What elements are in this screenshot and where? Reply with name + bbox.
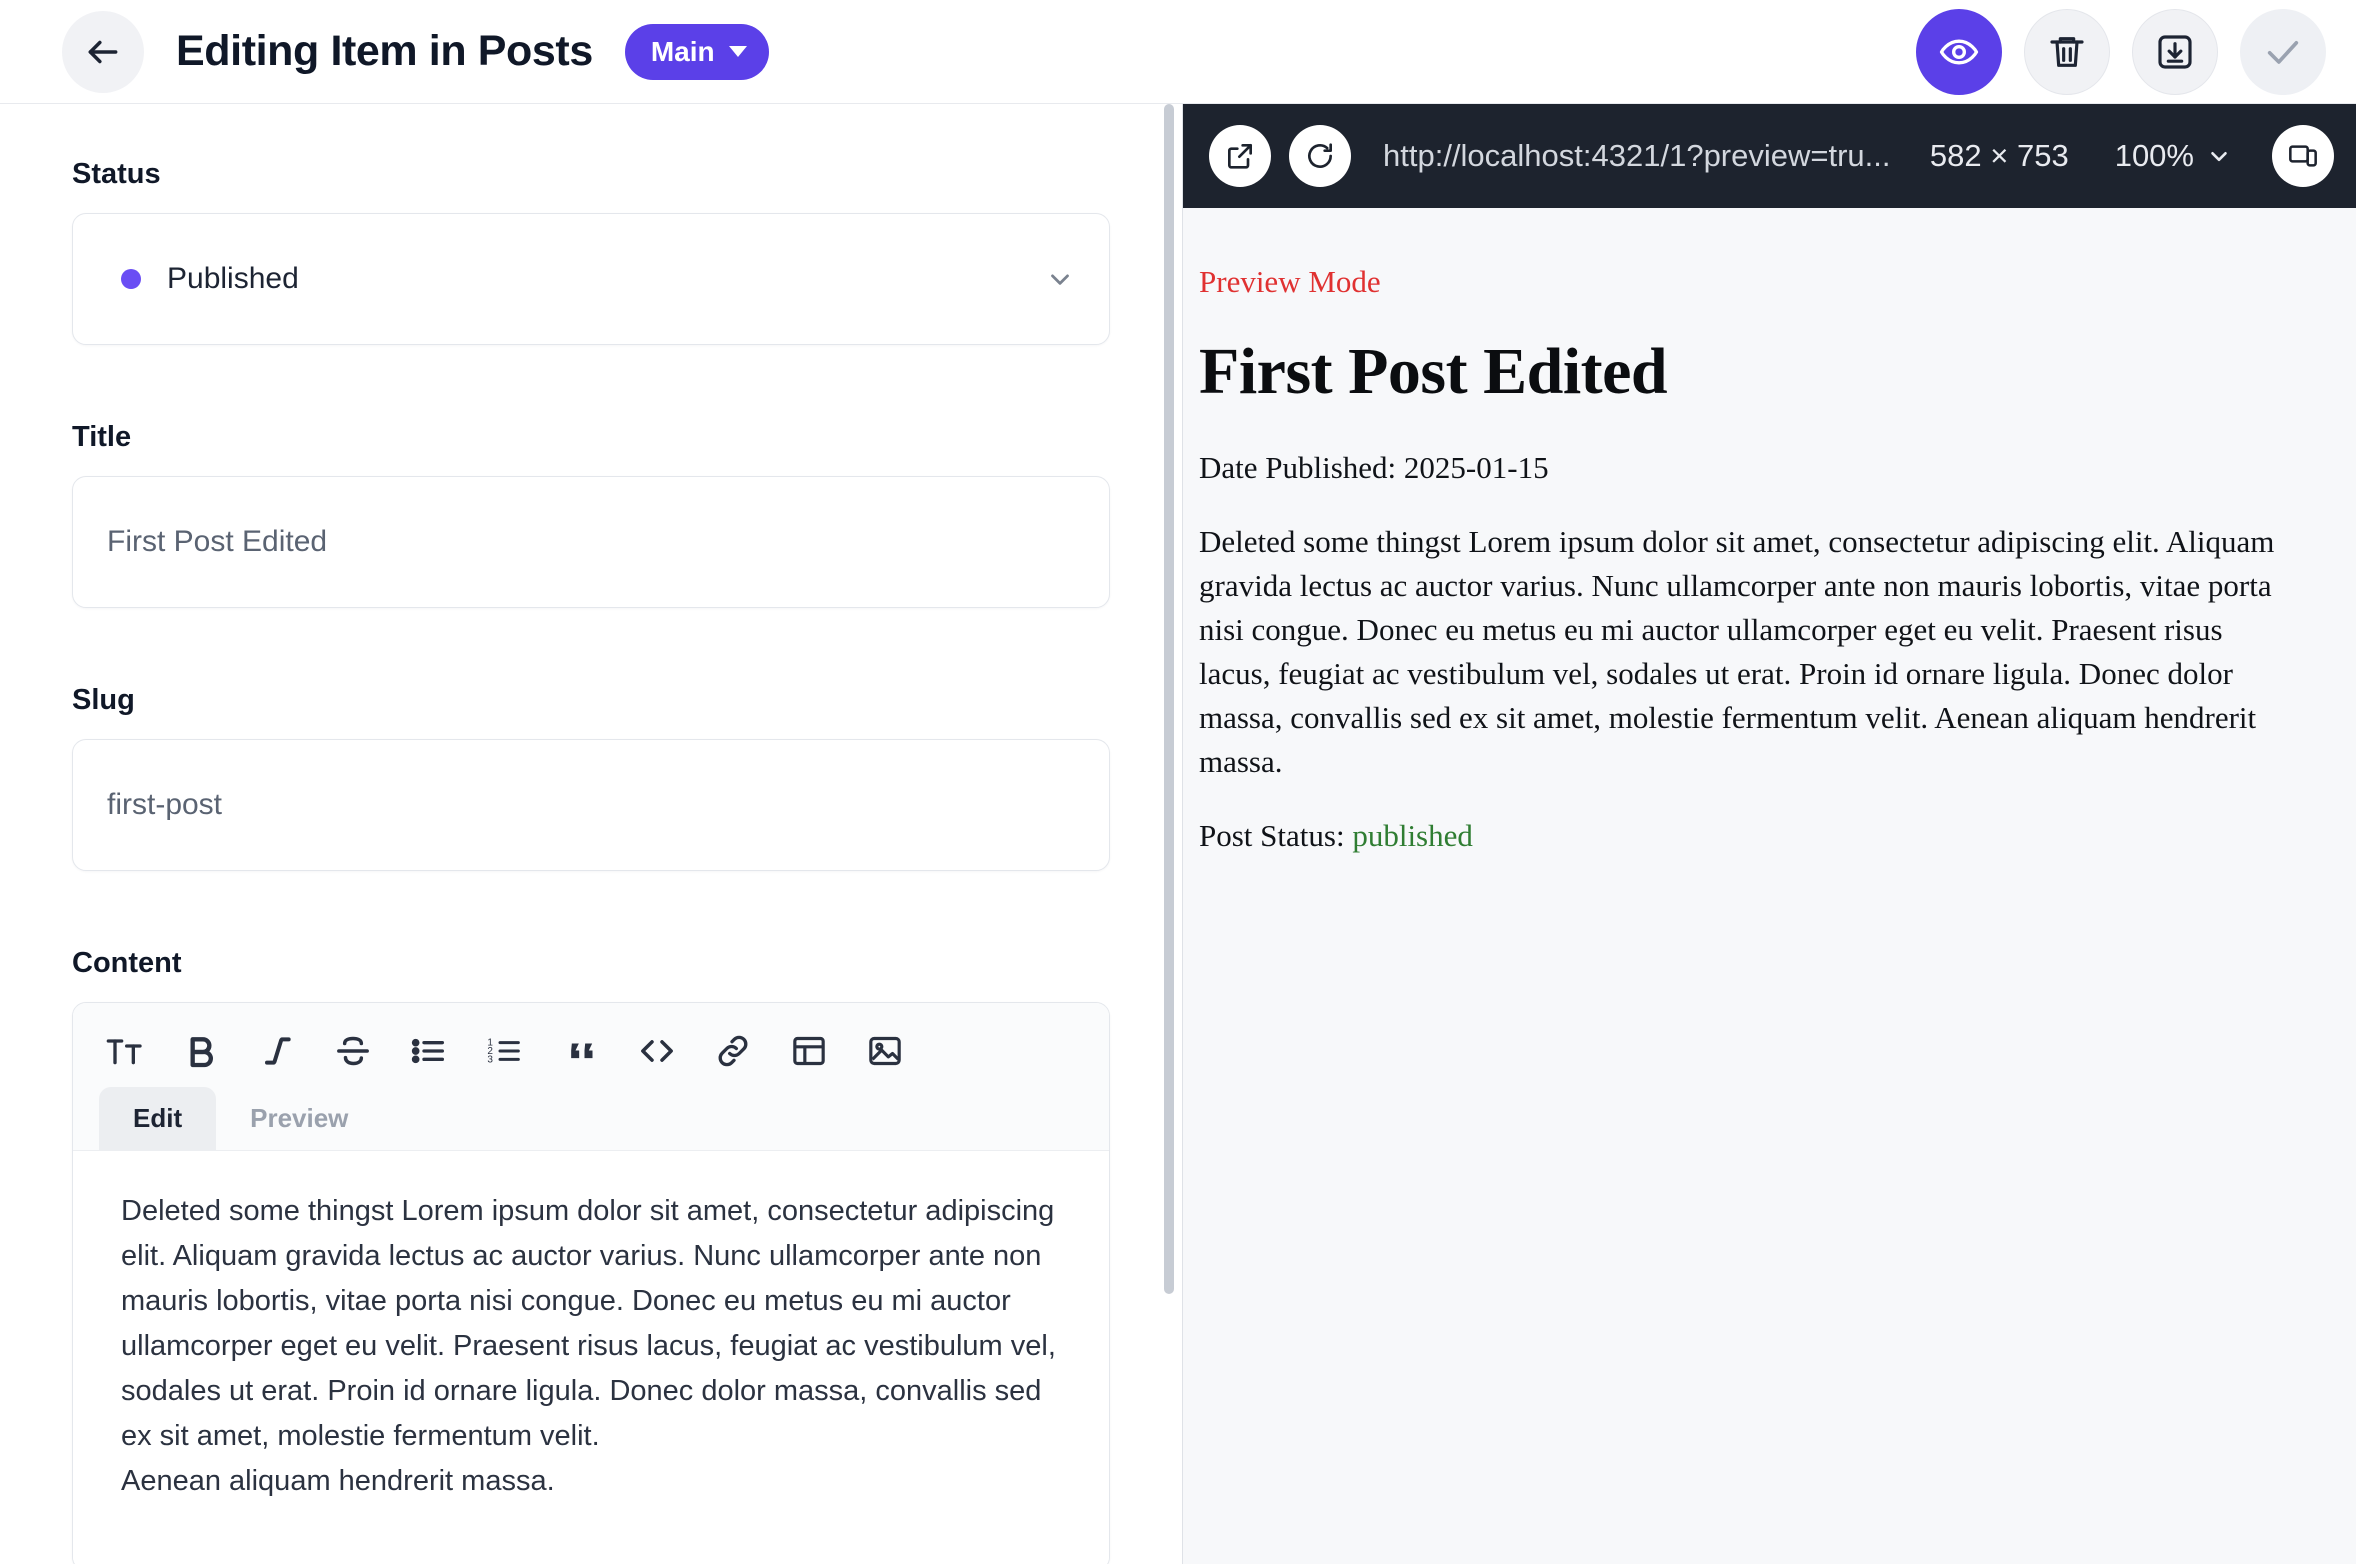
device-preview-icon xyxy=(2287,140,2319,172)
chevron-down-icon xyxy=(2206,143,2232,169)
preview-toolbar xyxy=(1183,104,2356,208)
preview-url[interactable]: http://localhost:4321/1?preview=tru... xyxy=(1383,138,1891,173)
chevron-down-icon xyxy=(729,46,747,57)
table-icon xyxy=(789,1031,829,1071)
strikethrough-icon xyxy=(333,1031,373,1071)
bold-icon[interactable] xyxy=(175,1025,227,1077)
spacer xyxy=(72,871,1110,947)
slug-value: first-post xyxy=(107,788,223,821)
preview-zoom-value: 100% xyxy=(2114,138,2194,173)
title-field xyxy=(72,421,1110,608)
save-draft-button[interactable] xyxy=(2132,9,2218,95)
svg-text:2: 2 xyxy=(487,1046,493,1057)
preview-post-title: First Post Edited xyxy=(1199,335,1668,408)
status-field xyxy=(72,158,1110,345)
bold-icon xyxy=(181,1031,221,1071)
text-size-icon[interactable] xyxy=(99,1025,151,1077)
blockquote-icon[interactable] xyxy=(555,1025,607,1077)
image-icon xyxy=(865,1031,905,1071)
delete-button[interactable] xyxy=(2024,9,2110,95)
editor-body-split xyxy=(0,104,2356,1564)
preview-viewport xyxy=(1183,208,2356,1564)
preview-post-body: Deleted some thingst Lorem ipsum dolor sit amet, consectetur adipiscing elit. Aliquam gravida lectus ac auctor varius. Nunc ullamcorper ante non mauris lobortis, vitae porta nisi congue. Donec eu metus eu mi auctor ullamcorper eget eu velit. Praesent risus lacus, feugiat ac vestibulum vel, sodales ut erat. Proin id ornare ligula. Donec dolor massa, convallis sed ex sit amet, molestie fermentum velit. Aenean aliquam hendrerit massa. xyxy=(1199,524,2275,780)
save-box-icon xyxy=(2155,32,2195,72)
editor-tabs xyxy=(73,1087,1109,1150)
numbered-list-icon[interactable] xyxy=(479,1025,531,1077)
tab-edit[interactable]: Edit xyxy=(99,1087,216,1150)
link-icon xyxy=(713,1031,753,1071)
slug-label: Slug xyxy=(72,684,135,716)
preview-zoom-select[interactable] xyxy=(2115,138,2232,174)
topbar-actions xyxy=(1916,9,2326,95)
slug-field xyxy=(72,684,1110,871)
check-icon xyxy=(2263,32,2303,72)
reload-icon xyxy=(1304,140,1336,172)
device-preview-button[interactable] xyxy=(2272,125,2334,187)
chevron-down-icon xyxy=(1045,264,1075,294)
svg-text:3: 3 xyxy=(487,1054,493,1066)
preview-pane xyxy=(1182,104,2356,1564)
rich-text-editor xyxy=(72,1002,1110,1564)
trash-icon xyxy=(2047,32,2087,72)
eye-icon xyxy=(1939,32,1979,72)
branch-label: Main xyxy=(650,35,715,67)
page-title: Editing Item in Posts xyxy=(176,27,593,75)
status-value: Published xyxy=(167,262,299,295)
content-field xyxy=(72,947,1110,1564)
text-size-icon xyxy=(105,1031,145,1071)
italic-icon xyxy=(257,1031,297,1071)
publish-button[interactable] xyxy=(2240,9,2326,95)
content-paragraph-2: Aenean aliquam hendrerit massa. xyxy=(121,1464,555,1497)
code-icon[interactable] xyxy=(631,1025,683,1077)
editor-toolbar xyxy=(73,1003,1109,1087)
branch-selector[interactable] xyxy=(625,24,769,80)
open-external-icon xyxy=(1224,140,1256,172)
content-label: Content xyxy=(72,947,182,979)
image-icon[interactable] xyxy=(859,1025,911,1077)
tab-preview[interactable]: Preview xyxy=(250,1103,349,1133)
spacer xyxy=(72,345,1110,421)
table-icon[interactable] xyxy=(783,1025,835,1077)
status-label: Status xyxy=(72,158,161,190)
form-pane-scrollbar[interactable] xyxy=(1164,104,1174,1294)
status-dot-icon xyxy=(121,269,141,289)
preview-dimensions: 582 × 753 xyxy=(1929,138,2069,173)
open-external-button[interactable] xyxy=(1209,125,1271,187)
preview-toggle-button[interactable] xyxy=(1916,9,2002,95)
top-bar xyxy=(0,0,2356,104)
status-select[interactable] xyxy=(72,213,1110,345)
slug-input[interactable] xyxy=(72,739,1110,871)
strikethrough-icon[interactable] xyxy=(327,1025,379,1077)
link-icon[interactable] xyxy=(707,1025,759,1077)
reload-button[interactable] xyxy=(1289,125,1351,187)
bullet-list-icon xyxy=(409,1031,449,1071)
code-icon xyxy=(637,1031,677,1071)
preview-status-label: Post Status: xyxy=(1199,818,1345,854)
content-paragraph-1: Deleted some thingst Lorem ipsum dolor sit amet, consectetur adipiscing elit. Aliquam gravida lectus ac auctor varius. Nunc ullamcorper ante non mauris lobortis, vitae porta nisi congue. Donec eu metus eu mi auctor ullamcorper eget eu velit. Praesent risus lacus, feugiat ac vestibulum vel, sodales ut erat. Proin id ornare ligula. Donec dolor massa, convallis sed ex sit amet, molestie fermentum velit. xyxy=(121,1195,1056,1452)
back-button[interactable] xyxy=(62,11,144,93)
title-input[interactable] xyxy=(72,476,1110,608)
preview-mode-banner: Preview Mode xyxy=(1199,264,1381,299)
title-label: Title xyxy=(72,421,132,453)
blockquote-icon xyxy=(561,1031,601,1071)
title-value: First Post Edited xyxy=(107,525,328,558)
preview-status-value: published xyxy=(1352,818,1473,854)
preview-post-date: Date Published: 2025-01-15 xyxy=(1199,450,1549,485)
preview-post-status xyxy=(1199,818,2292,854)
italic-icon[interactable] xyxy=(251,1025,303,1077)
content-textarea[interactable] xyxy=(73,1150,1109,1564)
arrow-left-icon xyxy=(84,33,122,71)
preview-document xyxy=(1199,264,2292,854)
numbered-list-icon xyxy=(485,1031,525,1071)
bullet-list-icon[interactable] xyxy=(403,1025,455,1077)
form-pane xyxy=(0,104,1182,1564)
spacer xyxy=(72,608,1110,684)
svg-text:1: 1 xyxy=(487,1037,493,1049)
